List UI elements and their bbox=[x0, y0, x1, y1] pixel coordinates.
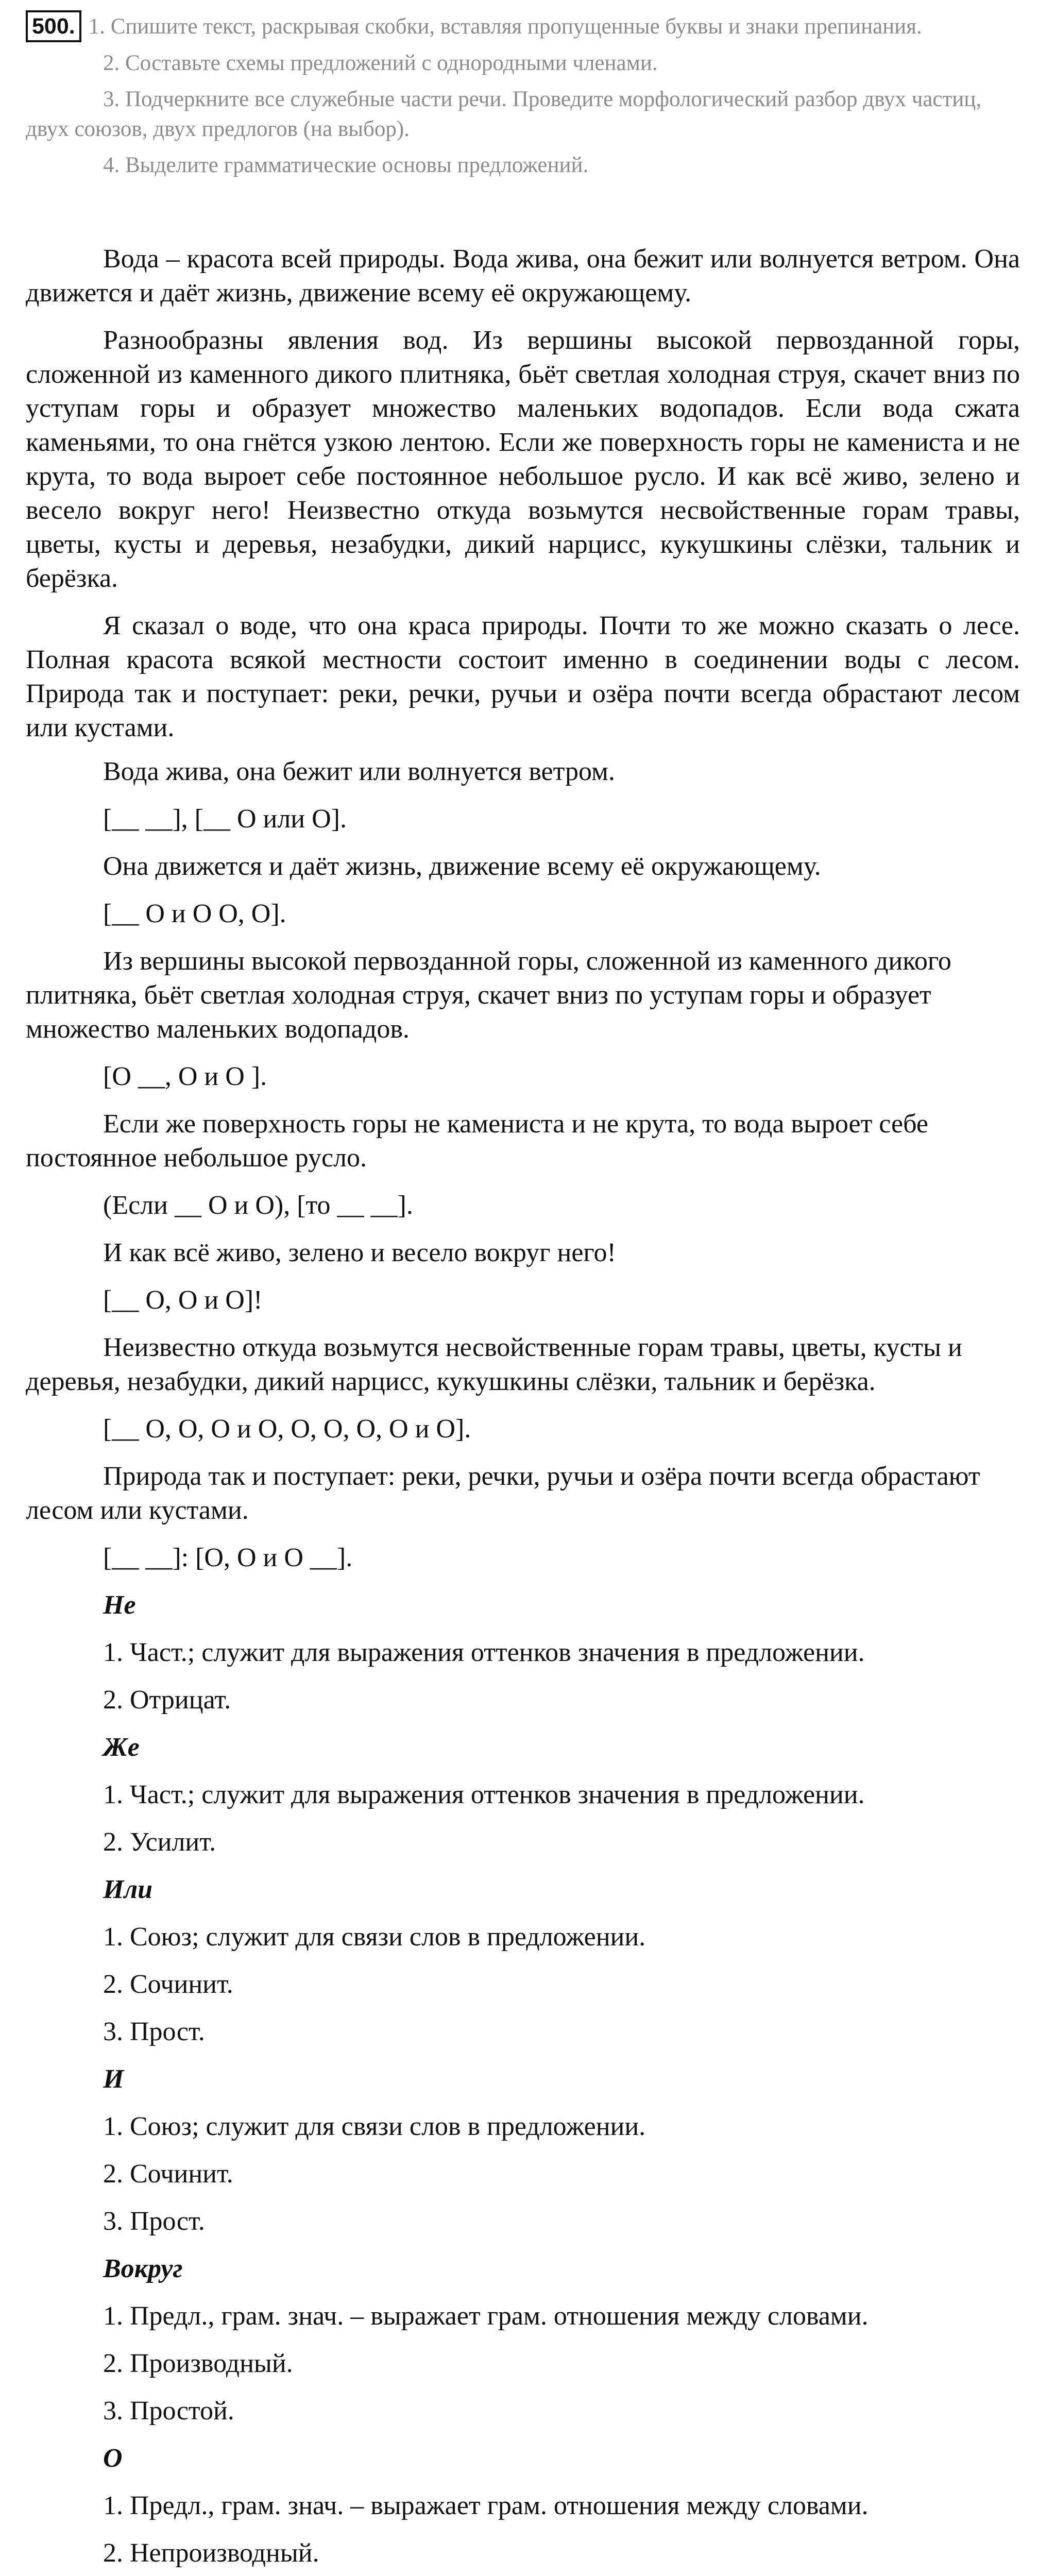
word-line: 3. Прост. bbox=[103, 2017, 205, 2046]
text-paragraph-1: Вода – красота всей природы. Вода жива, она бежит или волнуется ветром. Она движется и даёт жизнь, движение всему её окружающему. bbox=[26, 244, 1020, 308]
task-instructions bbox=[26, 10, 1020, 187]
analysis-section bbox=[26, 755, 1020, 2576]
word-label-vokrug: Вокруг bbox=[103, 2254, 183, 2283]
word-label-ne: Не bbox=[103, 1590, 136, 1620]
schema-5: [__ O, O и O]! bbox=[103, 1285, 263, 1315]
sentence-4: Если же поверхность горы не камениста и не крута, то вода выроет себе постоянное небольшое русло. bbox=[26, 1109, 928, 1173]
schema-6: [__ O, O, O и O, O, O, O, O и O]. bbox=[103, 1414, 471, 1444]
task-line-1-text: 1. Спишите текст, раскрывая скобки, вставляя пропущенные буквы и знаки препинания. bbox=[88, 14, 922, 39]
task-line-2: 2. Составьте схемы предложений с однородными членами. bbox=[103, 51, 658, 75]
text-paragraph-3: Я сказал о воде, что она краса природы. Почти то же можно сказать о лесе. Полная красота всякой местности состоит именно в соединении воды с лесом. Природа так и поступает: реки, речки, ручьи и озёра почти всегда обрастают лесом или кустами. bbox=[26, 611, 1020, 742]
word-line: 1. Част.; служит для выражения оттенков значения в предложении. bbox=[103, 1638, 865, 1667]
main-text bbox=[26, 242, 1020, 758]
schema-3: [O __, O и O ]. bbox=[103, 1062, 267, 1091]
word-line: 2. Сочинит. bbox=[103, 2159, 233, 2189]
task-line-4: 4. Выделите грамматические основы предложений. bbox=[103, 153, 589, 177]
word-label-i: И bbox=[103, 2064, 124, 2094]
sentence-1: Вода жива, она бежит или волнуется ветром. bbox=[103, 757, 615, 786]
sentence-6: Неизвестно откуда возьмутся несвойственные горам травы, цветы, кусты и деревья, незабудки, дикий нарцисс, кукушкины слёзки, тальник и берёзка. bbox=[26, 1333, 962, 1396]
word-line: 1. Союз; служит для связи слов в предложении. bbox=[103, 1922, 646, 1952]
schema-2: [__ O и O O, O]. bbox=[103, 899, 286, 928]
schema-7: [__ __]: [O, O и O __]. bbox=[103, 1543, 353, 1572]
word-line: 1. Союз; служит для связи слов в предложении. bbox=[103, 2112, 646, 2141]
sentence-7: Природа так и поступает: реки, речки, ручьи и озёра почти всегда обрастают лесом или кустами. bbox=[26, 1462, 980, 1525]
sentence-2: Она движется и даёт жизнь, движение всему её окружающему. bbox=[103, 852, 821, 881]
schema-4: (Если __ O и O), [то __ __]. bbox=[103, 1191, 413, 1220]
task-number: 500. bbox=[26, 10, 81, 42]
task-line-1 bbox=[26, 10, 1020, 42]
text-paragraph-2: Разнообразны явления вод. Из вершины высокой первозданной горы, сложенной из каменного дикого плитняка, бьёт светлая холодная струя, скачет вниз по уступам горы и образует множество маленьких водопадов. Если вода сжата каменьями, то она гнётся узкою лентою. Если же поверхность горы не камениста и не крута, то вода выроет себе постоянное небольшое русло. И как всё живо, зелено и весело вокруг него! Неизвестно откуда возьмутся несвойственные горам травы, цветы, кусты и деревья, незабудки, дикий нарцисс, кукушкины слёзки, тальник и берёзка. bbox=[26, 326, 1020, 593]
word-line: 1. Предл., грам. знач. – выражает грам. отношения между словами. bbox=[103, 2301, 869, 2331]
word-line: 2. Усилит. bbox=[103, 1827, 216, 1857]
word-line: 2. Отрицат. bbox=[103, 1685, 231, 1715]
word-line: 1. Предл., грам. знач. – выражает грам. отношения между словами. bbox=[103, 2491, 869, 2520]
word-line: 2. Производный. bbox=[103, 2349, 293, 2378]
task-line-3: 3. Подчеркните все служебные части речи. Проведите морфологический разбор двух частиц, двух союзов, двух предлогов (на выбор). bbox=[26, 87, 982, 141]
word-label-zhe: Же bbox=[103, 1733, 140, 1762]
word-line: 2. Сочинит. bbox=[103, 1970, 233, 1999]
word-line: 2. Непроизводный. bbox=[103, 2538, 319, 2568]
schema-1: [__ __], [__ O или O]. bbox=[103, 804, 347, 834]
word-line: 1. Част.; служит для выражения оттенков значения в предложении. bbox=[103, 1780, 865, 1809]
word-label-ili: Или bbox=[103, 1875, 153, 1904]
word-label-o: О bbox=[103, 2444, 123, 2473]
word-line: 3. Прост. bbox=[103, 2207, 205, 2236]
word-line: 3. Простой. bbox=[103, 2396, 234, 2426]
sentence-5: И как всё живо, зелено и весело вокруг него! bbox=[103, 1238, 616, 1267]
sentence-3: Из вершины высокой первозданной горы, сложенной из каменного дикого плитняка, бьёт светлая холодная струя, скачет вниз по уступам горы и образует множество маленьких водопадов. bbox=[26, 946, 951, 1044]
